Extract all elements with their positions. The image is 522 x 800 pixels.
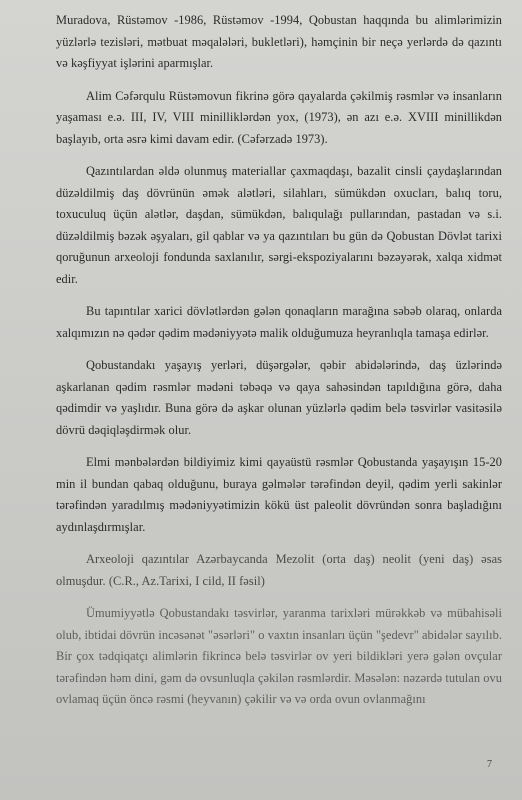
paragraph-8: Ümumiyyətlə Qobustandakı təsvirlər, yaranma tarixləri mürəkkəb və mübahisəli olub, ibtidai dövrün incəsənət "əsərləri" o vaxtın insanları üçün "şedevr" abidələr sayılıb. Bir çox tədqiqatçı alimlərin fikrincə belə təsvirlər ov yeri bildikləri yerə gələn ovçular tərəfindən həm dini, gəm də ovsunluqla çəkilən rəsmlərdir. Məsələn: nəzərdə tutulan ovu ovlamaq üçün öncə rəsmi (heyvanın) çəkilir və və orda ovun ovlanmağını: [56, 606, 502, 706]
paragraph-5: Qobustandakı yaşayış yerləri, düşərgələr, qəbir abidələrində, daş üzlərində aşkarlanan qədim rəsmlər mədəni təbəqə və qaya sahəsindən tapıldığına görə, daha qədimdir və yaşlıdır. Buna görə də aşkar olunan yüzlərlə qədim belə təsvirlər vasitəsilə dövrü dəqiqləşdirmək olur.: [56, 358, 502, 437]
paragraph-3: Qazıntılardan əldə olunmuş materiallar çaxmaqdaşı, bazalit cinsli çaydaşlarından düzəldilmiş daş dövrünün əmək alətləri, silahları, sümükdən oxucları, balıq toru, toxuculuq üçün alətlər, daşdan, sümükdən, balıqulağı pullarından, pastadan və s.i. düzəldilmiş bəzək əşyaları, gil qablar və ya qazıntıları bu gün də Qobustan Dövlət tarixi qoruğunun arxeoloji fondunda saxlanılır, sərgi-ekspoziyalarını bəzəyərək, xalqa xidmət edir.: [56, 164, 502, 286]
paragraph-6: Elmi mənbələrdən bildiyimiz kimi qayaüstü rəsmlər Qobustanda yaşayışın 15-20 min il bundan qabaq olduğunu, buraya gəlmələr tərəfindən deyil, qədim yerli sakinlər tərəfindən yaradılmış mədəniyyətimizin kökü üst paleolit dövründən sonra başladığını aydınlaşdırmışlar.: [56, 455, 502, 534]
paragraph-4: Bu tapıntılar xarici dövlətlərdən gələn qonaqların marağına səbəb olaraq, onlarda xalqımızın nə qədər qədim mədəniyyətə malik olduğumuza heyranlıqla tamaşa edirlər.: [56, 304, 502, 340]
paragraph-2: Alim Cəfərqulu Rüstəmovun fikrinə görə qayalarda çəkilmiş rəsmlər və insanların yaşaması e.ə. III, IV, VIII minilliklərdən yox, (1973), ən azı e.ə. XVIII minillikdən başlayıb, orta əsrə kimi davam edir. (Cəfərzadə 1973).: [56, 88, 502, 146]
page-number: 7: [487, 759, 492, 770]
paragraph-1: Muradova, Rüstəmov -1986, Rüstəmov -1994, Qobustan haqqında bu alimlərimizin yüzlərlə tezisləri, mətbuat məqalələri, bukletləri), həmçinin bir neçə yerlərdə də qazıntı və kəşfiyyat işlərini aparmışlar.: [56, 13, 502, 70]
paragraph-7: Arxeoloji qazıntılar Azərbaycanda Mezolit (orta daş) neolit (yeni daş) əsas olmuşdur. (C.R., Az.Tarixi, I cild, II fəsil): [56, 552, 502, 588]
